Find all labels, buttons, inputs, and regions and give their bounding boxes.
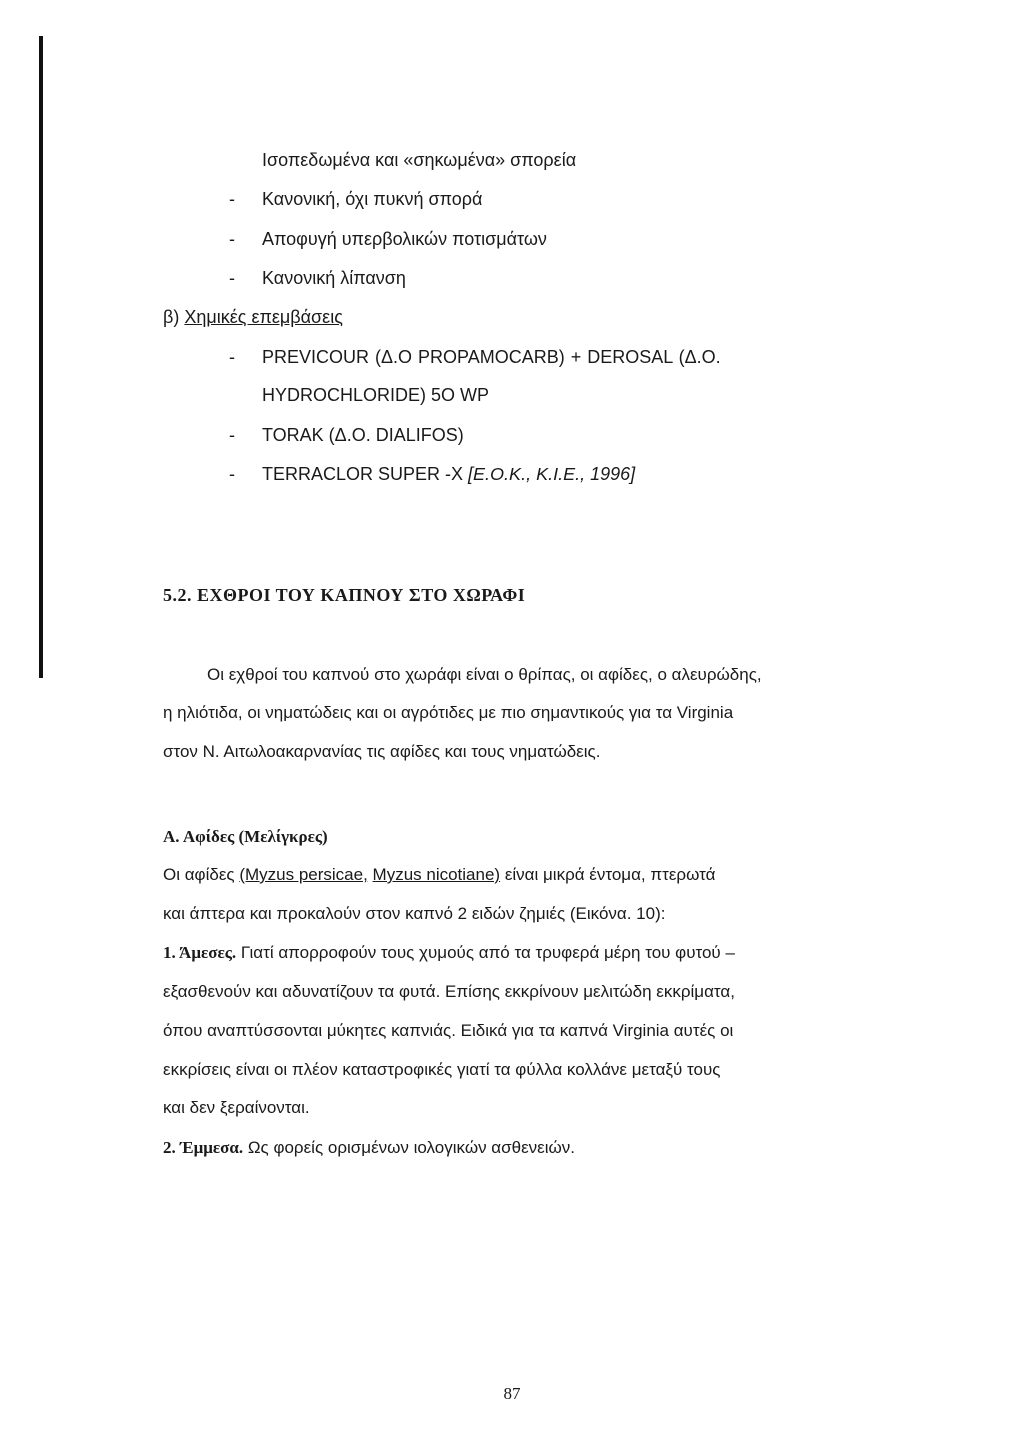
paragraph-line: όπου αναπτύσσονται μύκητες καπνιάς. Ειδικά για τα καπνά Virginia αυτές οι: [163, 1021, 734, 1040]
item-text: Γιατί απορροφούν τους χυμούς από τα τρυφερά μέρη του φυτού –: [236, 943, 735, 962]
chemical-item-line: [262, 463, 635, 485]
paragraph-line: στον Ν. Αιτωλοακαρνανίας τις αφίδες και τους νηματώδεις.: [163, 742, 601, 761]
paragraph-line: [163, 942, 735, 964]
item-label: 1. Άμεσες.: [163, 943, 237, 962]
list-intro: Ισοπεδωμένα και «σηκωμένα» σπορεία: [262, 150, 577, 170]
chemical-item-line: TORAK (Δ.Ο. DIALIFOS): [262, 425, 464, 445]
paragraph-line: η ηλιότιδα, οι νηματώδεις και οι αγρότιδες με πιο σημαντικούς για τα Virginia: [163, 703, 734, 722]
section-heading: 5.2. ΕΧΘΡΟΙ ΤΟΥ ΚΑΠΝΟΥ ΣΤΟ ΧΩΡΑΦΙ: [163, 585, 526, 605]
list-dash: -: [229, 425, 235, 445]
intro-suffix: είναι μικρά έντομα, πτερωτά: [500, 865, 716, 884]
subsection-heading: Α. Αφίδες (Μελίγκρες): [163, 827, 328, 846]
list-dash: -: [229, 464, 235, 484]
chemical-label-prefix: β): [163, 307, 180, 327]
paragraph-line: [163, 1137, 575, 1159]
species-name: (Myzus persicae,: [239, 865, 368, 884]
list-item: Κανονική λίπανση: [262, 268, 406, 288]
page-number: 87: [503, 1384, 521, 1403]
intro-prefix: Οι αφίδες: [163, 865, 240, 884]
list-dash: -: [229, 189, 235, 209]
chemical-label-text: Χημικές επεμβάσεις: [184, 307, 343, 327]
chemical-item-line: PREVICOUR (Δ.Ο PROPAMOCARB) + DEROSAL (Δ.Ο.: [262, 347, 721, 367]
paragraph-line: και δεν ξεραίνονται.: [163, 1098, 310, 1117]
paragraph-line: και άπτερα και προκαλούν στον καπνό 2 ειδών ζημιές (Εικόνα. 10):: [163, 904, 666, 923]
chemical-item-line: HYDROCHLORIDE) 5O WP: [262, 385, 490, 405]
list-dash: -: [229, 268, 235, 288]
item-label: 2. Έμμεσα.: [163, 1138, 244, 1157]
list-dash: -: [229, 347, 235, 367]
paragraph-line: [163, 864, 715, 886]
list-item: Αποφυγή υπερβολικών ποτισμάτων: [262, 229, 547, 249]
paragraph-line: εξασθενούν και αδυνατίζουν τα φυτά. Επίσης εκκρίνουν μελιτώδη εκκρίματα,: [163, 982, 735, 1001]
item-text: Ως φορείς ορισμένων ιολογικών ασθενειών.: [243, 1138, 576, 1157]
list-dash: -: [229, 229, 235, 249]
species-name: Myzus nicotiane): [372, 865, 501, 884]
paragraph-line: εκκρίσεις είναι οι πλέον καταστροφικές γιατί τα φύλλα κολλάνε μεταξύ τους: [163, 1060, 721, 1079]
chemical-item-text: TERRACLOR SUPER -X: [262, 464, 469, 484]
list-item: Κανονική, όχι πυκνή σπορά: [262, 189, 483, 209]
paragraph-line: Οι εχθροί του καπνού στο χωράφι είναι ο θρίπας, οι αφίδες, ο αλευρώδης,: [207, 665, 762, 684]
citation: [Ε.Ο.Κ., Κ.Ι.Ε., 1996]: [468, 464, 636, 484]
chemical-label: [163, 306, 343, 328]
margin-bar: [39, 36, 43, 678]
